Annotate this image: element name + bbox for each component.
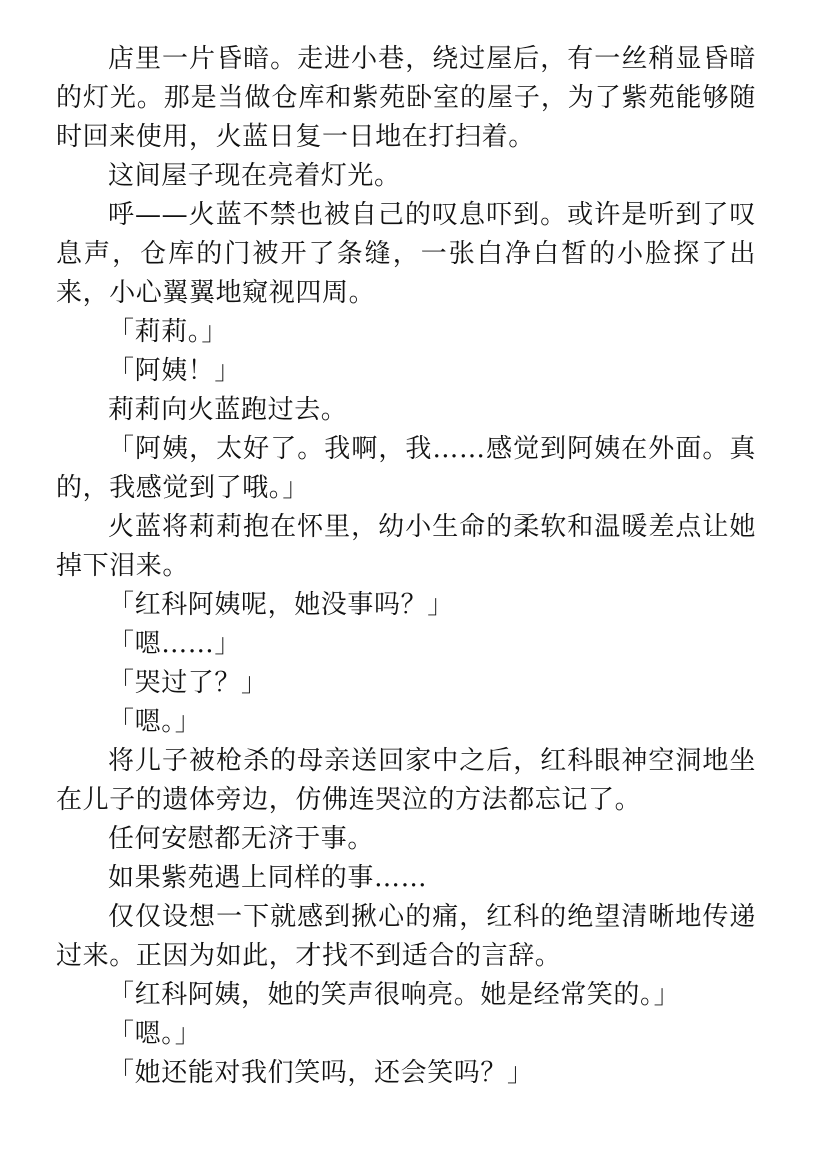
novel-page <box>56 40 756 1093</box>
paragraph: 火蓝将莉莉抱在怀里，幼小生命的柔软和温暖差点让她掉下泪来。 <box>56 512 756 581</box>
paragraph: 如果紫苑遇上同样的事…… <box>108 863 428 893</box>
paragraph: 店里一片昏暗。走进小巷，绕过屋后，有一丝稍显昏暗的灯光。那是当做仓库和紫苑卧室的屋子，为了紫苑能够随时回来使用，火蓝日复一日地在打扫着。 <box>56 44 756 152</box>
dialogue-line: 「哭过了？」 <box>108 668 268 698</box>
paragraph: 将儿子被枪杀的母亲送回家中之后，红科眼神空洞地坐在儿子的遗体旁边，仿佛连哭泣的方法都忘记了。 <box>56 746 756 815</box>
dialogue-line: 「她还能对我们笑吗，还会笑吗？」 <box>108 1058 534 1088</box>
dialogue-line: 「红科阿姨，她的笑声很响亮。她是经常笑的。」 <box>108 980 681 1010</box>
dialogue-line: 「红科阿姨呢，她没事吗？」 <box>108 590 454 620</box>
paragraph: 仅仅设想一下就感到揪心的痛，红科的绝望清晰地传递过来。正因为如此，才找不到适合的言辞。 <box>56 902 756 971</box>
dialogue-line: 「阿姨，太好了。我啊，我……感觉到阿姨在外面。真的，我感觉到了哦。」 <box>56 434 756 503</box>
paragraph: 这间屋子现在亮着灯光。 <box>108 161 401 191</box>
dialogue-line: 「嗯。」 <box>108 707 202 737</box>
paragraph: 呼——火蓝不禁也被自己的叹息吓到。或许是听到了叹息声，仓库的门被开了条缝，一张白净白皙的小脸探了出来，小心翼翼地窥视四周。 <box>56 200 756 308</box>
dialogue-line: 「嗯。」 <box>108 1019 202 1049</box>
paragraph: 莉莉向火蓝跑过去。 <box>108 395 348 425</box>
dialogue-line: 「莉莉。」 <box>108 317 229 347</box>
dialogue-line: 「嗯……」 <box>108 629 242 659</box>
paragraph: 任何安慰都无济于事。 <box>108 824 375 854</box>
dialogue-line: 「阿姨！」 <box>108 356 242 386</box>
